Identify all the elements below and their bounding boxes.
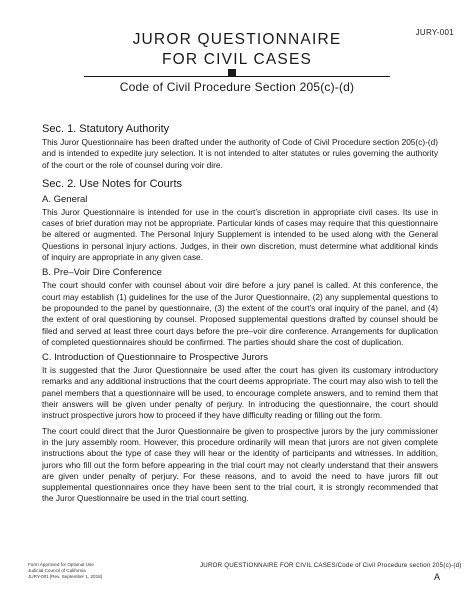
footer-form-info	[28, 562, 102, 580]
title-divider-square	[228, 69, 236, 77]
section-2c-text-2: The court could direct that the Juror Questionnaire be given to prospective jurors by the jury commissioner in the jury assembly room. However, this procedure ordinarily will mean that jurors are not given complete instructions about the type of case they will hear or the identity of participants and witnesses. In addition, jurors who fill out the form before appearing in the trial court may not clearly understand that their answers are given under penalty of perjury. For these reasons, and to avoid the need to have jurors fill out supplemental questionnaires once they have been sent to the trial court, it is strongly recommended that the Juror Questionnaire be used in the trial court setting.	[42, 425, 438, 504]
section-2c-text-1: It is suggested that the Juror Questionnaire be used after the court has given its customary introductory remarks and any additional instructions that the court deems appropriate. The court may also wish to tell the panel members that a questionnaire will be used, to encourage complete answers, and to remind them that their answers will be given under penalty of perjury. In introducing the questionnaire, the court should instruct prospective jurors how to proceed if they have difficulty reading or filling out the form.	[42, 365, 438, 421]
footer-page-letter: A	[433, 572, 440, 582]
document-subtitle: Code of Civil Procedure Section 205(c)-(d)	[119, 80, 355, 94]
document-title-line1: JUROR QUESTIONNAIRE	[132, 31, 342, 48]
footer-council: Judicial Council of California	[28, 568, 86, 573]
title-divider	[84, 76, 390, 77]
document-title-line2: FOR CIVIL CASES	[161, 51, 313, 68]
footer-approval: Form Approved for Optional Use	[28, 562, 94, 567]
section-1-text: This Juror Questionnaire has been drafted under the authority of Code of Civil Procedure section 205(c)-(d) and is intended to expedite jury selection. It is not intended to alter statutes or rules governing the authority of the court or the role of counsel during voir dire.	[42, 137, 438, 170]
section-2c-heading: C. Introduction of Questionnaire to Prospective Jurors	[42, 352, 269, 364]
section-2b-heading: B. Pre–Voir Dire Conference	[42, 267, 162, 279]
footer-revision: JURY-001 [Rev. September 1, 2018]	[28, 574, 102, 579]
section-2a-text: This Juror Questionnaire is intended for use in the court’s discretion in appropriate civil cases. Its use in cases of brief duration may not be appropriate. Particular kinds of cases may require that this questionnaire be altered or augmented. The Personal Injury Supplement is intended to be used along with the General Questions in personal injury actions. Judges, in their own discretion, must determine what additional kinds of inquiry are appropriate in any given case.	[42, 206, 438, 263]
section-2-heading: Sec. 2. Use Notes for Courts	[42, 177, 182, 190]
section-1-heading: Sec. 1. Statutory Authority	[42, 123, 170, 135]
section-2b-text: The court should confer with counsel about voir dire before a jury panel is called. At this conference, the court may establish (1) guidelines for the use of the Juror Questionnaire, (2) any supplemental questions to be propounded to the panel by questionnaire, (3) the extent of the court’s oral inquiry of the panel, and (4) the extent of oral questioning by counsel. Proposed supplemental questions drafted by counsel should be filed and served at least three court days before the pre–voir dire conference. Arrangements for duplication of completed questionnaires should be confirmed. The parties should share the cost of duplication.	[42, 280, 438, 347]
document-body	[42, 122, 438, 509]
form-id: JURY-001	[415, 28, 454, 37]
section-2a-heading: A. General	[42, 193, 88, 205]
footer-title: JUROR QUESTIONNAIRE FOR CIVIL CASES/Code of Civil Procedure section 205(c)-(d)	[200, 562, 462, 569]
